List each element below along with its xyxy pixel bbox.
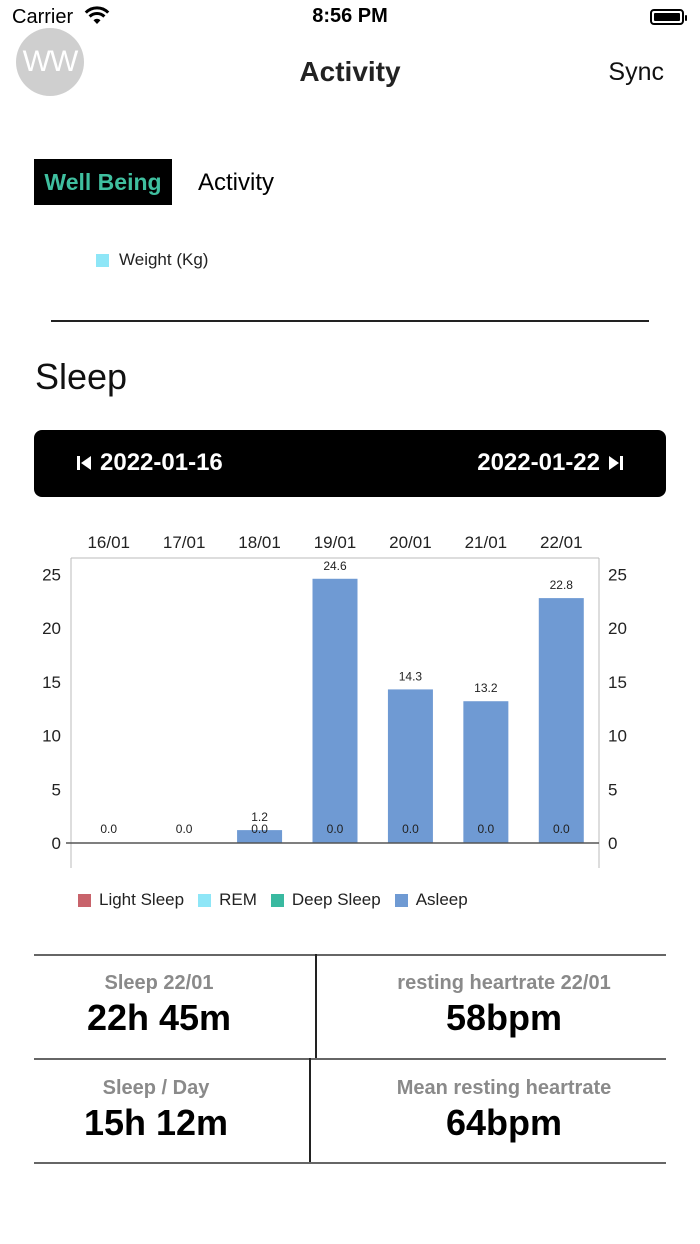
avatar[interactable]: WW — [16, 28, 84, 96]
weight-swatch — [96, 254, 109, 267]
carrier-label: Carrier — [12, 6, 74, 28]
start-date: 2022-01-16 — [100, 449, 223, 476]
x-tick-label: 17/01 — [162, 533, 206, 552]
battery-icon — [650, 9, 684, 25]
stat-value: 58bpm — [445, 997, 563, 1038]
stat-label: Sleep 22/01 — [104, 972, 214, 994]
legend-swatch — [198, 894, 211, 907]
y-tick-label-left: 0 — [51, 834, 61, 853]
y-tick-label-left: 20 — [42, 619, 61, 639]
end-date: 2022-01-22 — [477, 449, 600, 476]
weight-legend-label: Weight (Kg) — [119, 250, 209, 269]
x-tick-label: 20/01 — [389, 533, 432, 552]
stats-divider — [34, 1162, 666, 1164]
data-label-base: 0.0 — [477, 822, 495, 836]
stat-sleep-day — [34, 972, 284, 1039]
stats-divider — [315, 954, 317, 1058]
legend-label: Deep Sleep — [291, 890, 381, 909]
y-tick-label-left: 15 — [42, 672, 61, 692]
stat-value: 15h 12m — [83, 1102, 229, 1143]
stat-label: Sleep / Day — [102, 1077, 210, 1099]
y-tick-label-left: 25 — [42, 565, 61, 585]
bar-asleep — [388, 689, 433, 843]
stat-label: resting heartrate 22/01 — [397, 972, 611, 994]
weight-legend — [96, 250, 208, 270]
legend-item — [198, 890, 257, 910]
status-time: 8:56 PM — [312, 5, 388, 27]
y-tick-label-left: 10 — [42, 726, 61, 746]
tab-activity[interactable]: Activity — [198, 169, 275, 196]
chart-legend — [78, 890, 468, 910]
data-label-base: 0.0 — [326, 822, 344, 836]
divider — [51, 320, 649, 322]
stat-resting-heartrate-day — [334, 972, 674, 1039]
stat-value: 22h 45m — [86, 997, 232, 1038]
stat-value: 64bpm — [445, 1102, 563, 1143]
data-label-base: 0.0 — [251, 822, 268, 836]
data-label-base: 0.0 — [402, 822, 419, 836]
stat-sleep-per-day — [34, 1077, 278, 1144]
sleep-chart — [0, 520, 700, 880]
legend-swatch — [78, 894, 91, 907]
legend-label: REM — [219, 890, 257, 909]
data-label-total: 14.3 — [398, 669, 423, 684]
legend-item — [271, 890, 381, 910]
bar-asleep — [313, 579, 358, 843]
y-tick-label-right: 5 — [608, 780, 618, 800]
y-tick-label-left: 5 — [51, 780, 61, 800]
data-label-total: 1.2 — [251, 810, 268, 825]
status-bar — [0, 0, 700, 36]
x-tick-label: 19/01 — [313, 533, 357, 552]
x-tick-label: 18/01 — [238, 533, 281, 552]
legend-swatch — [395, 894, 408, 907]
x-tick-label: 16/01 — [87, 533, 130, 552]
y-tick-label-right: 15 — [608, 672, 627, 692]
data-label-total: 0.0 — [100, 822, 118, 836]
stat-label: Mean resting heartrate — [396, 1077, 612, 1099]
stats-divider — [309, 1058, 311, 1162]
previous-week-button[interactable] — [76, 449, 223, 477]
stat-mean-resting-heartrate — [334, 1077, 674, 1144]
y-tick-label-right: 10 — [608, 726, 627, 746]
date-range-bar — [34, 430, 666, 497]
y-tick-label-right: 0 — [608, 834, 618, 853]
page-title: Activity — [299, 56, 401, 87]
x-tick-label: 22/01 — [540, 533, 583, 552]
bar-asleep — [539, 598, 584, 843]
next-week-button[interactable] — [477, 449, 624, 477]
data-label-total: 24.6 — [323, 558, 347, 573]
stats-divider — [34, 954, 666, 956]
legend-item — [395, 890, 468, 910]
tab-well-being[interactable]: Well Being — [34, 159, 172, 205]
legend-swatch — [271, 894, 284, 907]
data-label-base: 0.0 — [552, 822, 570, 836]
sleep-section-title: Sleep — [35, 356, 128, 397]
skip-forward-icon — [608, 455, 624, 471]
skip-back-icon — [76, 455, 92, 471]
data-label-total: 0.0 — [175, 822, 193, 836]
data-label-total: 13.2 — [474, 681, 498, 696]
y-tick-label-right: 20 — [608, 619, 627, 639]
legend-label: Light Sleep — [99, 890, 185, 909]
legend-item — [78, 890, 184, 910]
sync-button[interactable]: Sync — [608, 58, 664, 86]
x-tick-label: 21/01 — [464, 533, 508, 552]
stats-divider — [34, 1058, 666, 1060]
legend-label: Asleep — [415, 890, 468, 909]
data-label-total: 22.8 — [549, 578, 573, 593]
y-tick-label-right: 25 — [608, 565, 627, 585]
